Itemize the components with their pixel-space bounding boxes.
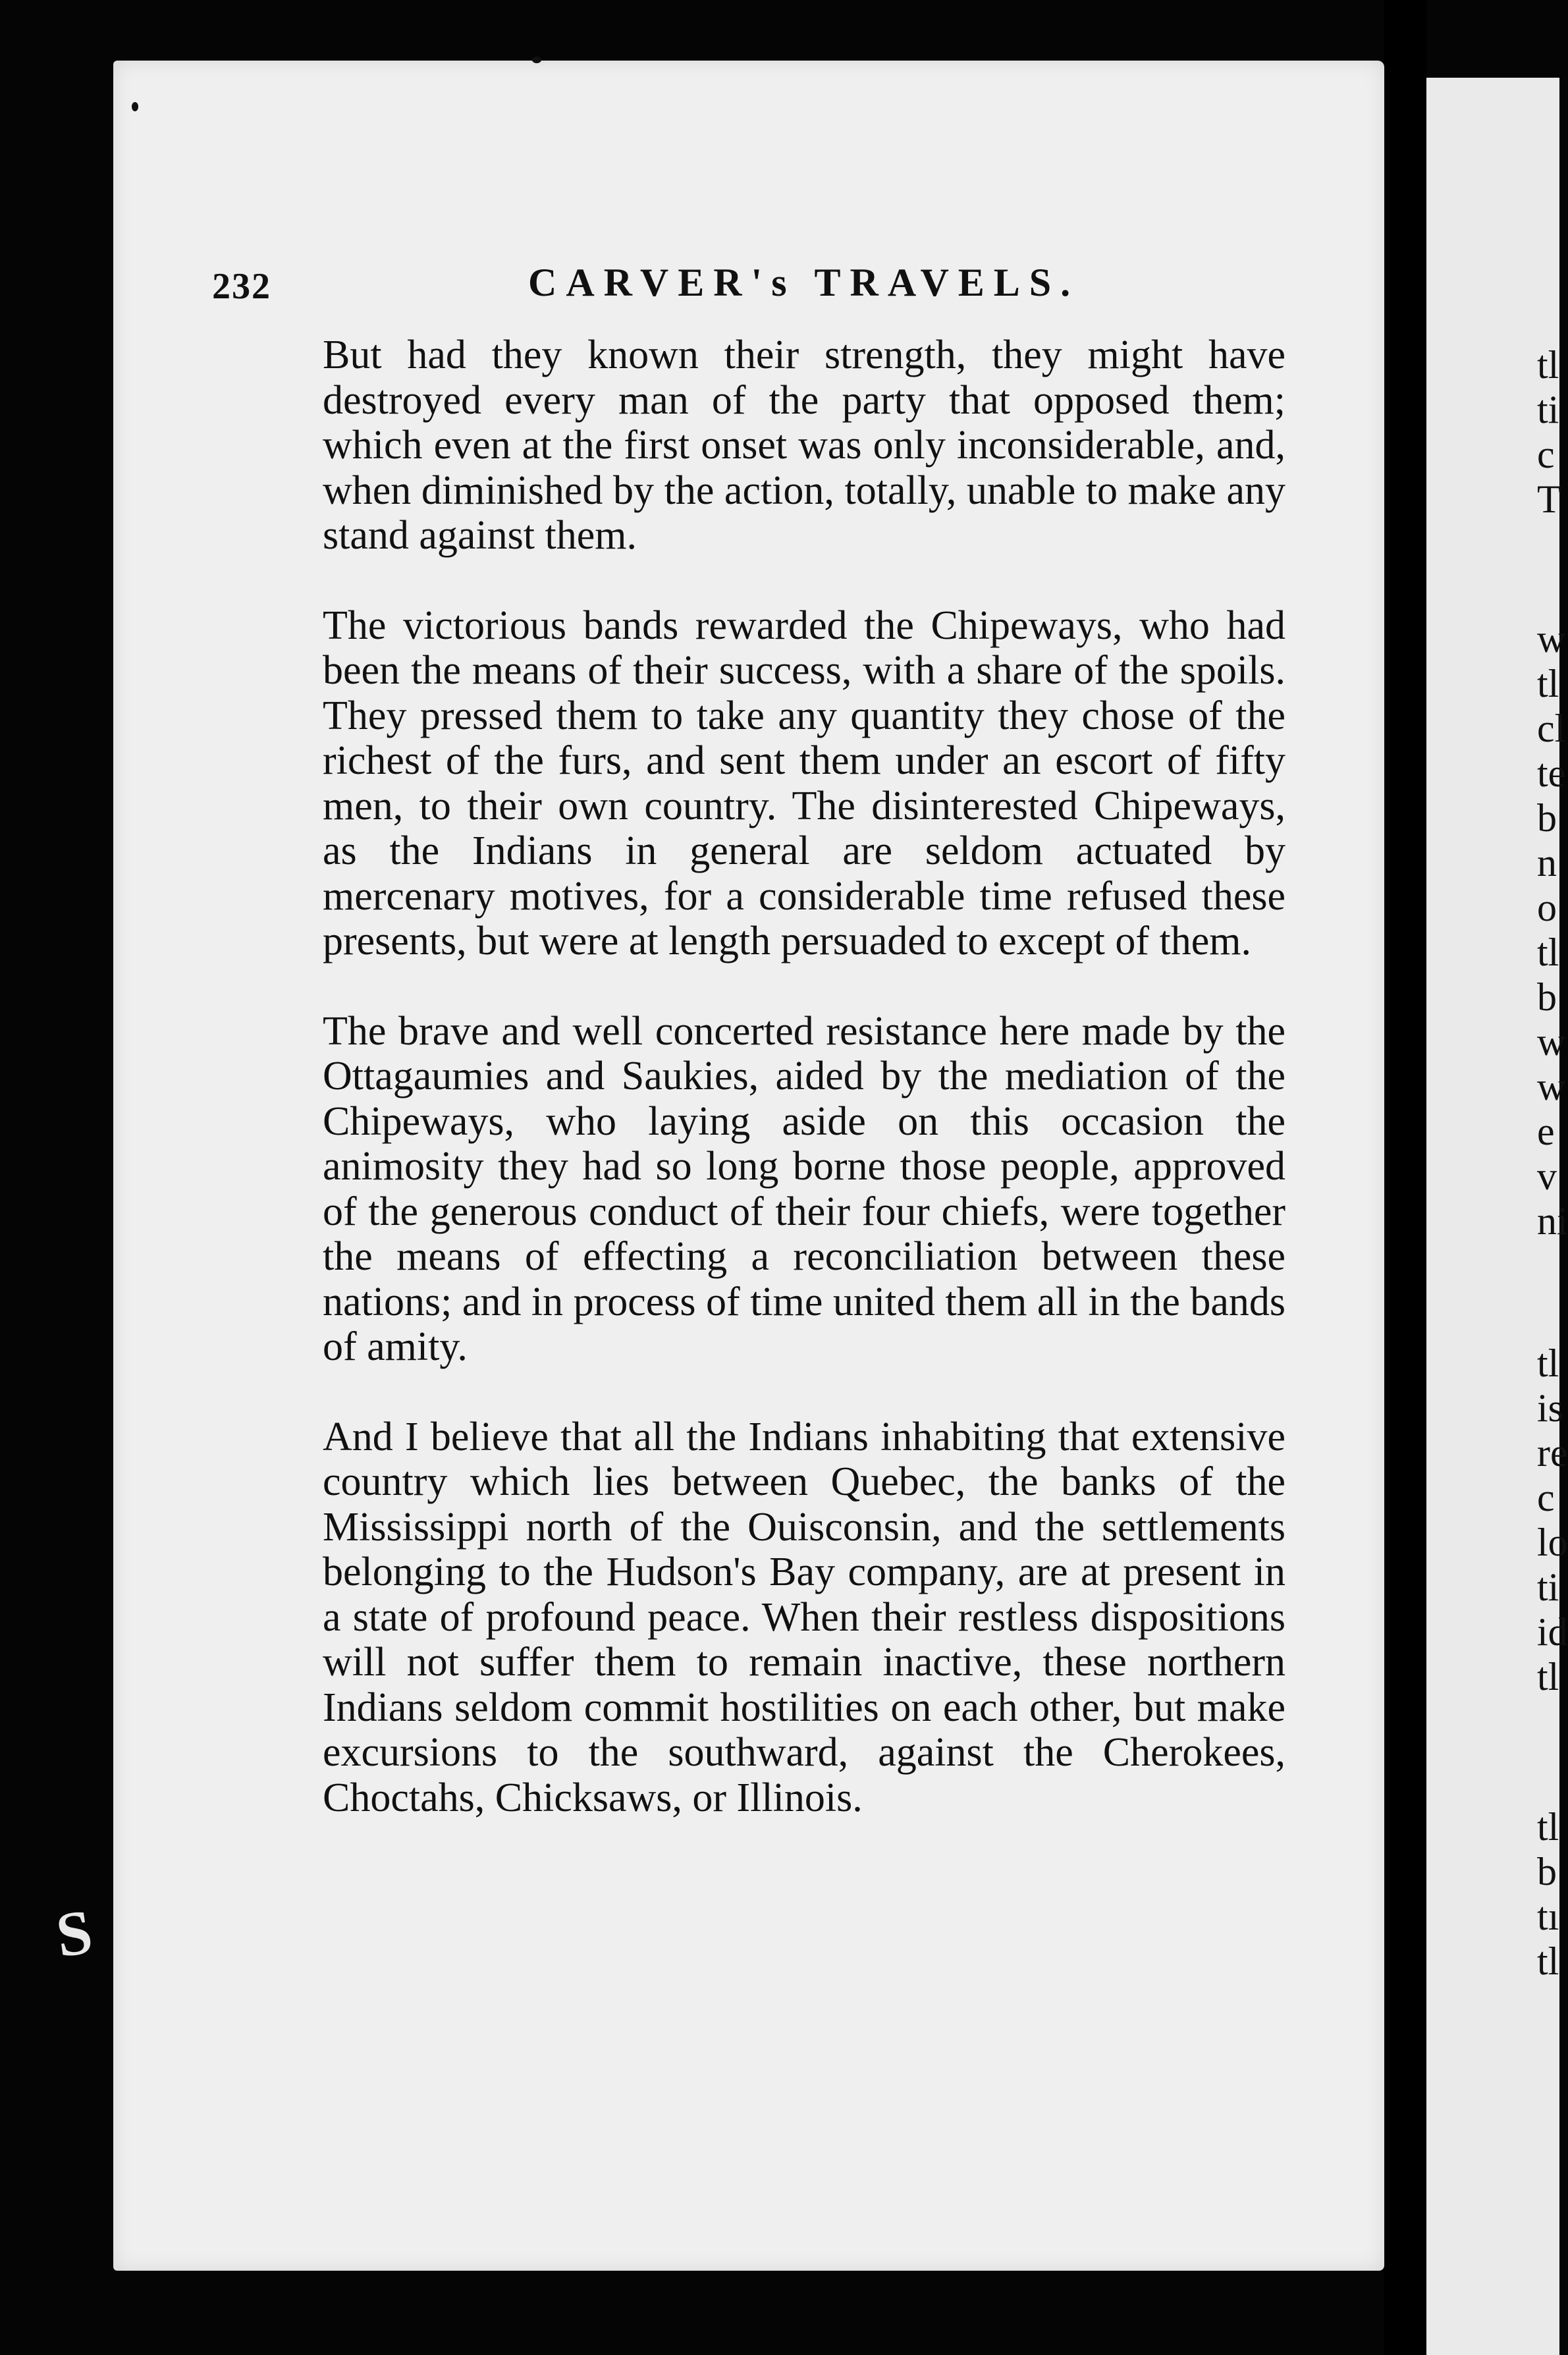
right-fragment: c	[1537, 1476, 1555, 1519]
right-fragment: id	[1537, 1610, 1568, 1654]
page-header	[212, 260, 1141, 313]
right-fragment: b	[1537, 975, 1557, 1019]
right-fragment: v	[1537, 1154, 1557, 1198]
book-gutter	[1384, 0, 1426, 2355]
right-fragment: tl	[1537, 343, 1559, 387]
scan-speck	[532, 57, 541, 63]
right-fragment: T	[1537, 477, 1561, 521]
right-fragment: re	[1537, 1431, 1568, 1475]
right-fragment: tl	[1537, 931, 1559, 974]
right-fragment: lo	[1537, 1521, 1568, 1564]
right-fragment: b	[1537, 1850, 1557, 1893]
right-fragment: e	[1537, 1110, 1555, 1153]
scan-speck	[132, 102, 138, 111]
paragraph-1: But had they known their strength, they might have destroyed every man of the party that opposed them; which even at the first onset was only inconsiderable, and, when diminished by the action, totally, unable to make any stand against them.	[323, 333, 1285, 558]
margin-mark: S	[51, 1895, 97, 1971]
right-fragment: te	[1537, 751, 1566, 795]
right-fragment: ni	[1537, 1199, 1568, 1243]
right-fragment: ti	[1537, 1565, 1559, 1609]
right-fragment: o	[1537, 886, 1557, 929]
right-fragment: tl	[1537, 1655, 1559, 1698]
paragraph-3: The brave and well concerted resistance here made by the Ottagaumies and Saukies, aided by the mediation of the Chipeways, who laying aside on this occasion the animosity they had so long borne those people, approved of the generous conduct of their four chiefs, were together the means of effecting a reconciliation between these nations; and in process of time united them all in the bands of amity.	[323, 1008, 1285, 1369]
right-fragment: tl	[1537, 1805, 1559, 1849]
paragraph-4: And I believe that all the Indians inhabiting that extensive country which lies between Quebec, the banks of the Mississippi north of the Ouisconsin, and the settlements belonging to the Hudson's Bay company, are at present in a state of profound peace. When their restless dispositions will not suffer them to remain inactive, these northern Indians seldom commit hostilities on each other, but make excursions to the southward, against the Cherokees, Choctahs, Chicksaws, or Illinois.	[323, 1414, 1285, 1820]
right-fragment: c	[1537, 433, 1555, 476]
right-fragment: ti	[1537, 388, 1559, 431]
right-fragment: w	[1537, 1020, 1566, 1064]
right-fragment: tl	[1537, 662, 1559, 705]
right-fragment: tl	[1537, 1939, 1559, 1983]
right-fragment: is	[1537, 1386, 1564, 1430]
right-fragment: w	[1537, 617, 1566, 661]
paragraph-2: The victorious bands rewarded the Chipeways, who had been the means of their success, with a share of the spoils. They pressed them to take any quantity they chose of the richest of the furs, and sent them under an escort of fifty men, to their own country. The disinterested Chipeways, as the Indians in general are seldom actuated by mercenary motives, for a considerable time refused these presents, but were at length persuaded to except of them.	[323, 603, 1285, 963]
right-fragment: b	[1537, 796, 1557, 840]
body-text	[323, 333, 1285, 1820]
right-fragment: cl	[1537, 707, 1566, 750]
right-fragment: n	[1537, 841, 1557, 884]
right-fragment: tı	[1537, 1895, 1559, 1938]
right-fragment: w	[1537, 1065, 1566, 1108]
running-title: CARVER's TRAVELS.	[528, 261, 1080, 304]
page-number: 232	[212, 266, 271, 307]
right-fragment: tl	[1537, 1341, 1559, 1385]
